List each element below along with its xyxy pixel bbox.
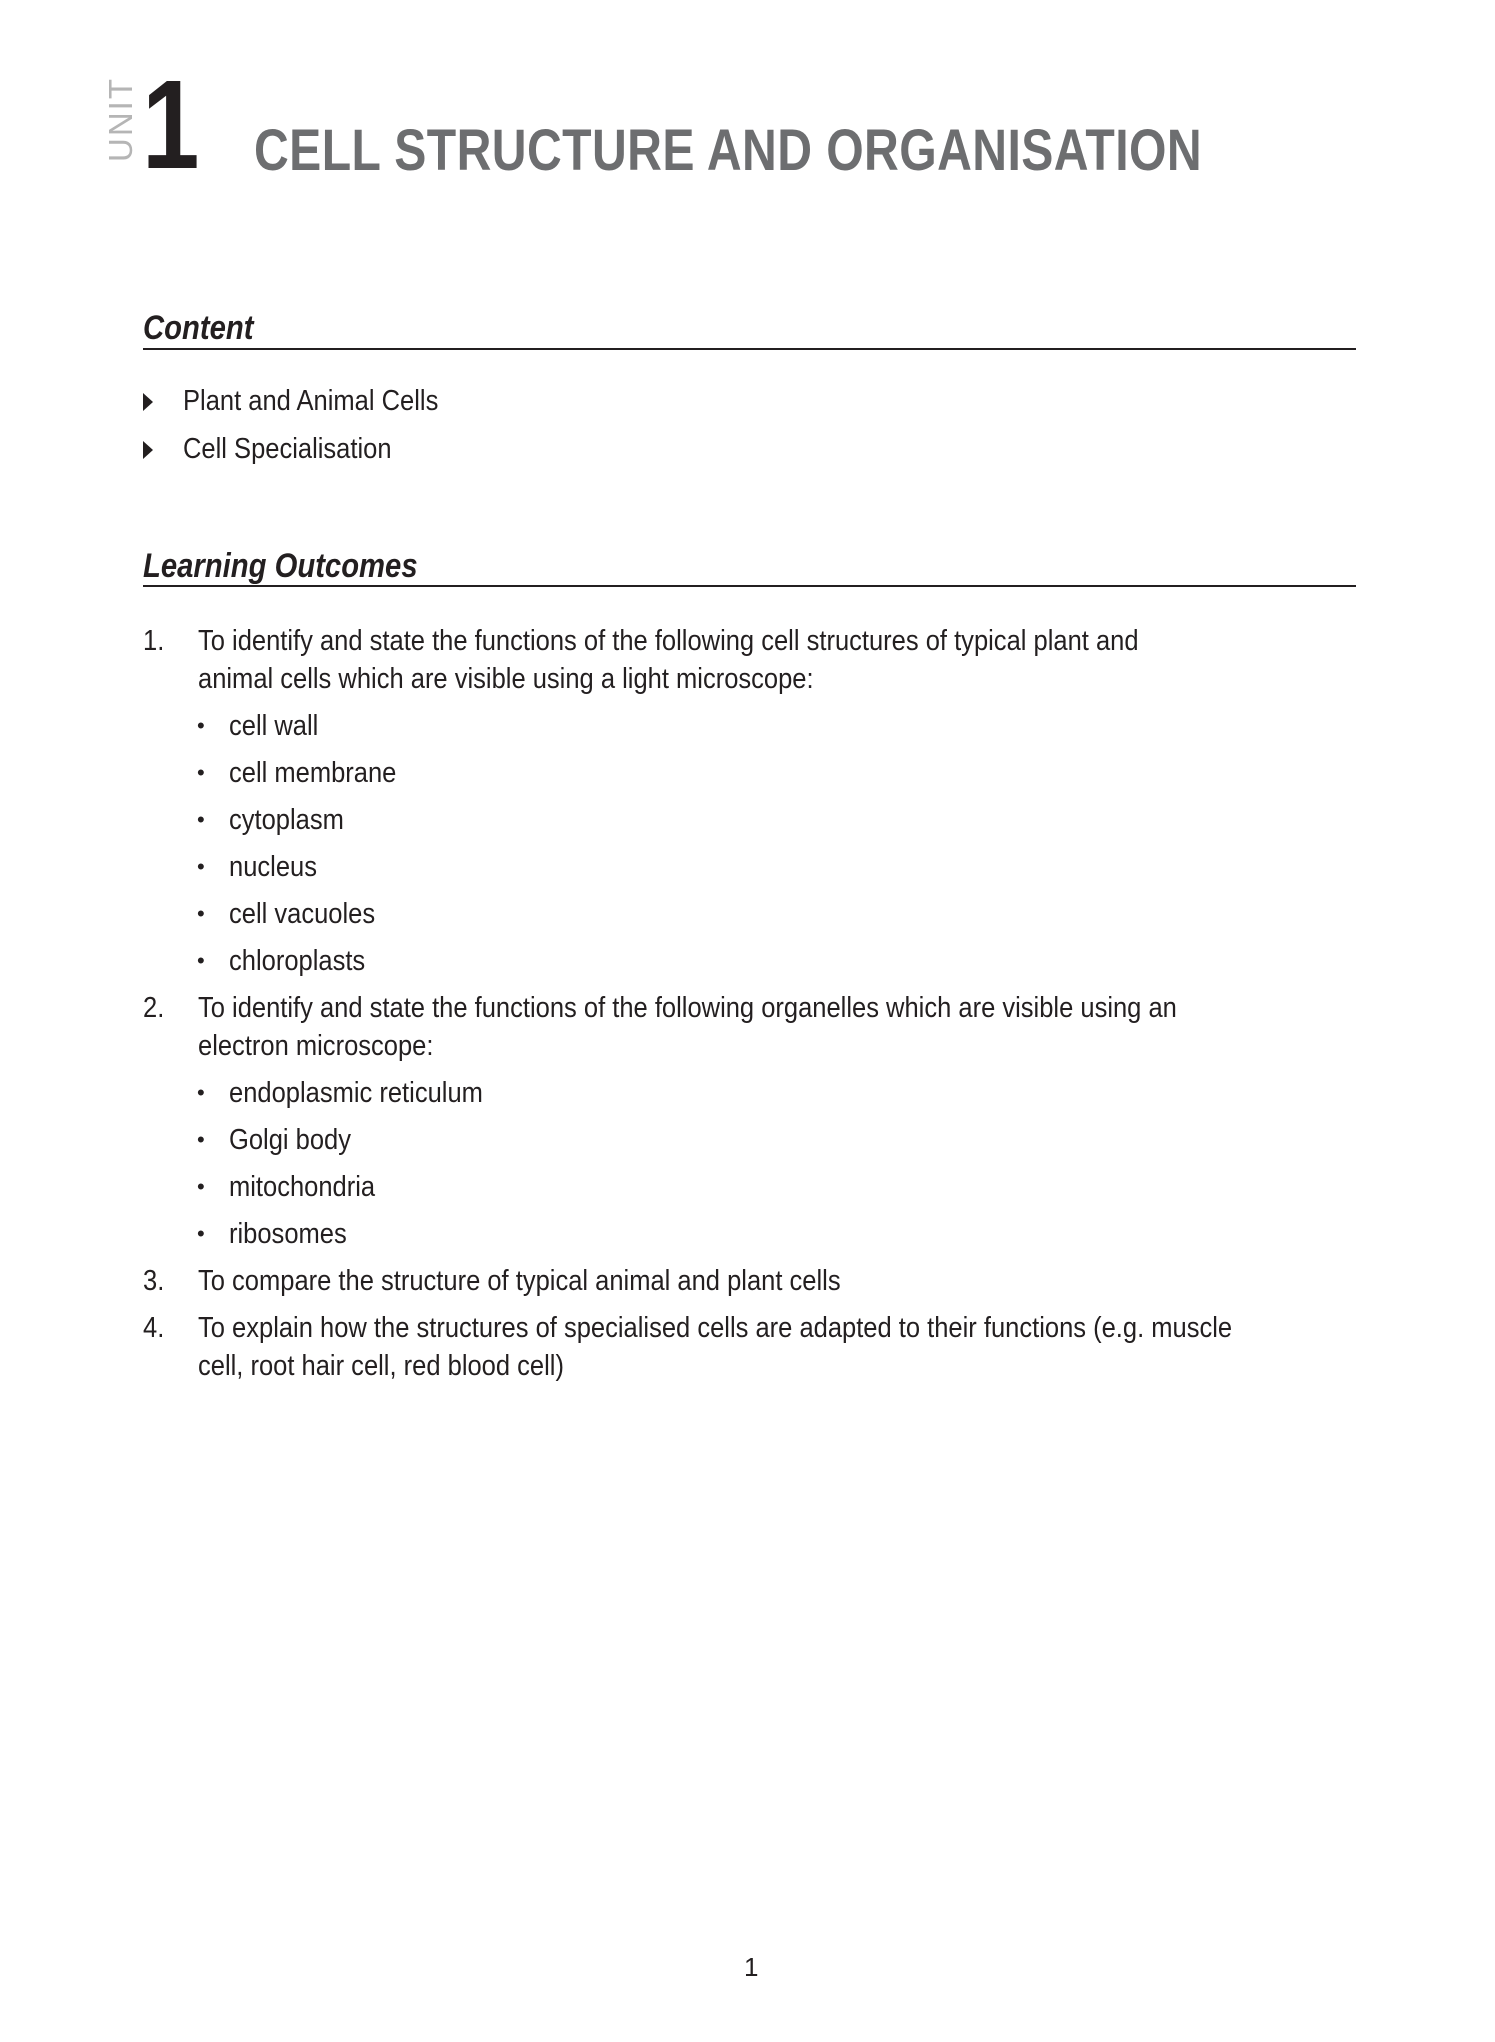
bullet-icon: •: [197, 1221, 205, 1246]
triangle-right-icon: [143, 441, 153, 459]
bullet-icon: •: [197, 948, 205, 973]
bullet-item: cell wall: [229, 710, 319, 742]
outcome-text-line: To identify and state the functions of the following organelles which are visible using an: [198, 992, 1177, 1024]
bullet-item: ribosomes: [229, 1218, 347, 1250]
content-heading-rule: [143, 348, 1356, 350]
content-item: [143, 384, 473, 418]
content-item-label: Cell Specialisation: [183, 433, 392, 465]
unit-number: 1: [142, 54, 197, 195]
outcome-number: 1.: [143, 625, 165, 657]
outcome-number: 3.: [143, 1265, 165, 1297]
page-number: 1: [744, 1952, 759, 1982]
bullet-item: Golgi body: [229, 1124, 352, 1156]
outcome-text-line: To identify and state the functions of the following cell structures of typical plant and: [198, 625, 1139, 657]
bullet-icon: •: [197, 760, 205, 785]
bullet-icon: •: [197, 1127, 205, 1152]
bullet-item: cell vacuoles: [229, 898, 376, 930]
learning-outcomes-heading: Learning Outcomes: [143, 547, 418, 585]
outcome-text-line: cell, root hair cell, red blood cell): [198, 1350, 564, 1382]
outcome-text-line: To compare the structure of typical animal and plant cells: [198, 1265, 841, 1297]
bullet-icon: •: [197, 1080, 205, 1105]
outcome-text-line: To explain how the structures of specialised cells are adapted to their functions (e.g. muscle: [198, 1312, 1233, 1344]
outcome-text-line: animal cells which are visible using a light microscope:: [198, 663, 814, 695]
bullet-item: nucleus: [229, 851, 317, 883]
bullet-icon: •: [197, 1174, 205, 1199]
chapter-title: CELL STRUCTURE AND ORGANISATION: [254, 118, 1203, 183]
bullet-item: mitochondria: [229, 1171, 376, 1203]
content-item-label: Plant and Animal Cells: [183, 385, 439, 417]
learning-outcomes-rule: [143, 585, 1356, 587]
unit-label: UNIT: [102, 77, 139, 162]
outcome-number: 4.: [143, 1312, 165, 1344]
content-item: [143, 432, 420, 466]
triangle-right-icon: [143, 393, 153, 411]
outcome-text-line: electron microscope:: [198, 1030, 434, 1062]
bullet-icon: •: [197, 854, 205, 879]
bullet-item: chloroplasts: [229, 945, 366, 977]
bullet-icon: •: [197, 901, 205, 926]
bullet-item: cell membrane: [229, 757, 397, 789]
bullet-icon: •: [197, 807, 205, 832]
bullet-item: endoplasmic reticulum: [229, 1077, 483, 1109]
content-heading: Content: [143, 309, 254, 347]
bullet-icon: •: [197, 713, 205, 738]
bullet-item: cytoplasm: [229, 804, 344, 836]
outcome-number: 2.: [143, 992, 165, 1024]
